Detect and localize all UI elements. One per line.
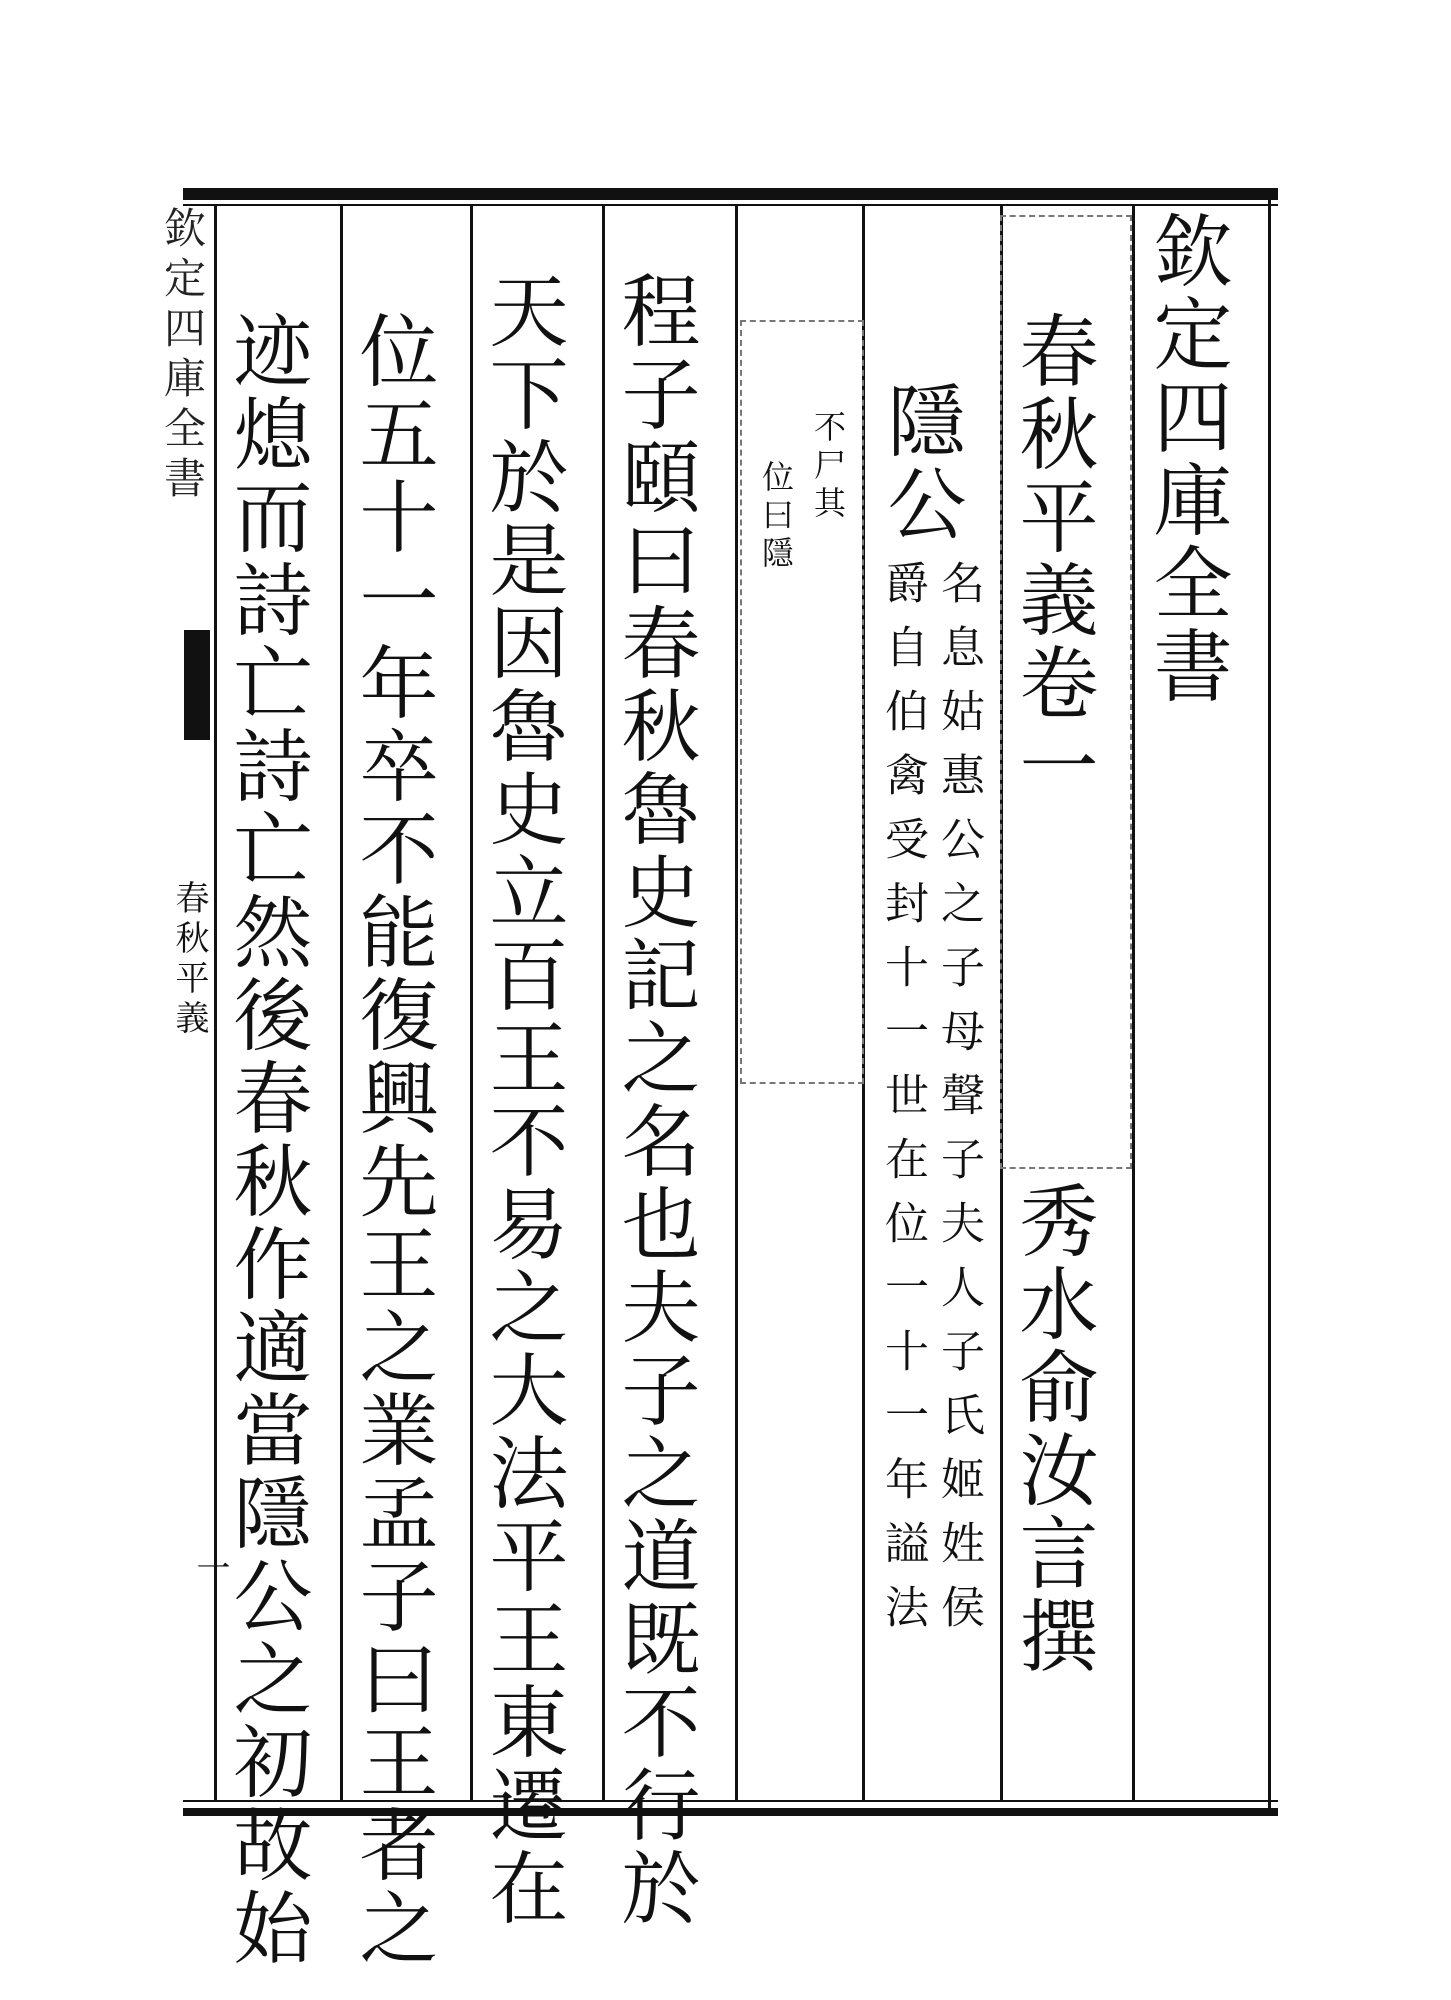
- column-divider: [470, 206, 473, 1800]
- column-divider: [602, 206, 605, 1800]
- commentary-line: 爵自伯禽受封十一世在位一十一年謚法: [877, 560, 928, 1648]
- top-border-inner-rule: [183, 204, 1278, 206]
- body-column: 位五十一年卒不能復興先王之業孟子曰王者之: [346, 310, 438, 1970]
- collection-title: 欽定四庫全書: [1140, 210, 1232, 708]
- commentary-line: 名息姑惠公之子母聲子夫人子氏姬姓侯: [933, 560, 984, 1648]
- column-divider: [340, 206, 343, 1800]
- body-column: 程子頤曰春秋魯史記之名也夫子之道既不行於: [608, 270, 700, 1930]
- column-divider: [1132, 206, 1135, 1800]
- spine-fish-tail-mark: [184, 630, 210, 740]
- spine-text: 欽定四庫全書: [158, 206, 207, 506]
- volume-title: 春秋平義卷一: [1006, 310, 1098, 808]
- column-divider: [735, 206, 738, 1800]
- margin-book-title: 春秋平義: [169, 880, 209, 1040]
- margin-page-number: 一: [190, 1550, 230, 1584]
- author-line: 秀水俞汝言撰: [1006, 1180, 1098, 1678]
- right-border-rule: [1268, 188, 1271, 1816]
- commentary-small: 位曰隱: [757, 460, 795, 574]
- body-column: 迹熄而詩亡詩亡然後春秋作適當隱公之初故始: [220, 310, 312, 1970]
- body-column: 天下於是因魯史立百王不易之大法平王東遷在: [476, 270, 568, 1930]
- top-border-rule: [183, 188, 1278, 200]
- entry-heading: 隱公: [874, 380, 966, 546]
- commentary-small: 不尸其: [809, 410, 847, 524]
